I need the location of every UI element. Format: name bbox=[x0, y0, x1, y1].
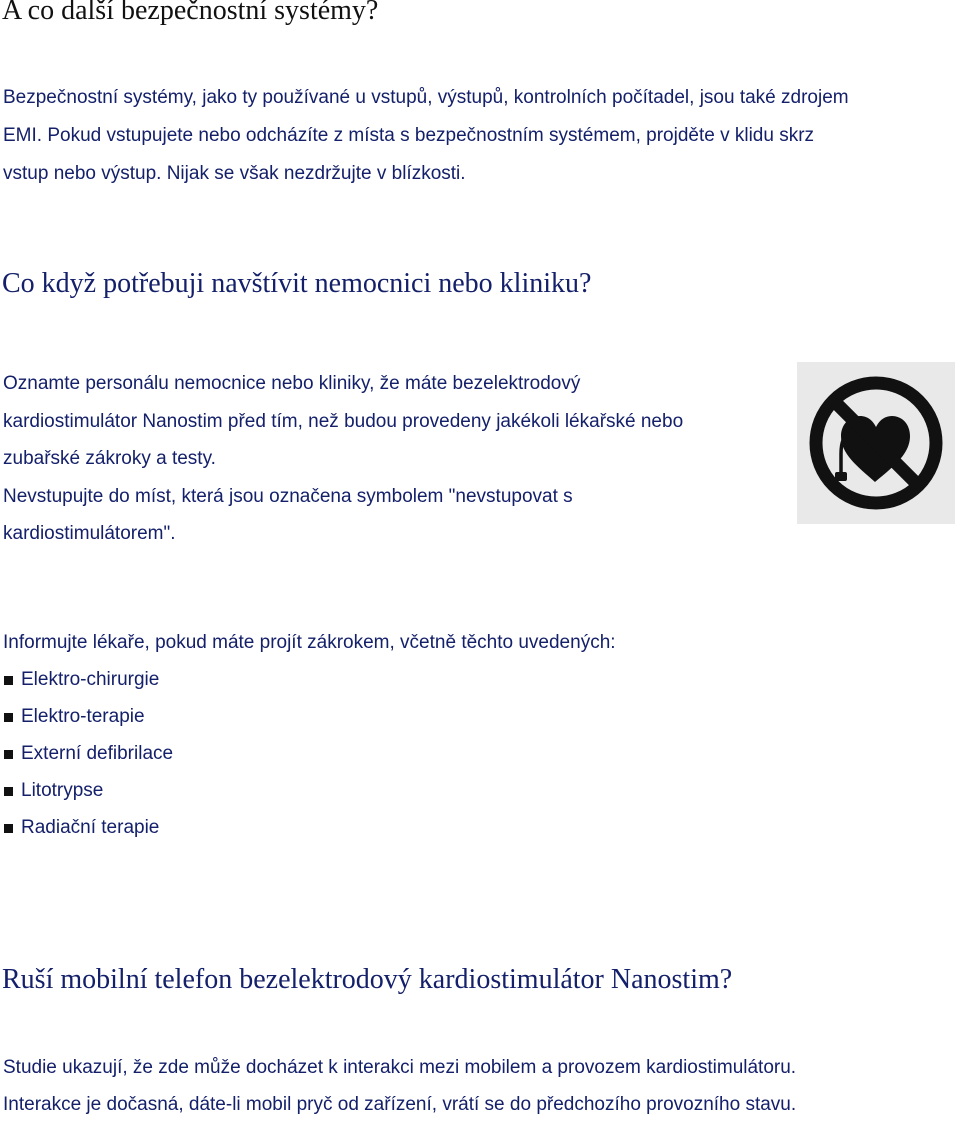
procedure-label: Elektro-chirurgie bbox=[21, 669, 160, 690]
procedure-label: Radiační terapie bbox=[21, 817, 160, 838]
text-line: Bezpečnostní systémy, jako ty používané u vstupů, výstupů, kontrolních počítadel, jsou také zdrojem bbox=[3, 87, 849, 108]
bullet-icon bbox=[4, 787, 13, 796]
text-line: Nevstupujte do míst, která jsou označena symbolem "nevstupovat s bbox=[3, 485, 573, 507]
bullet-icon bbox=[4, 824, 13, 833]
bullet-icon bbox=[4, 713, 13, 722]
list-item bbox=[3, 661, 616, 698]
text-line: vstup nebo výstup. Nijak se však nezdržujte v blízkosti. bbox=[3, 163, 466, 184]
list-item bbox=[3, 809, 616, 846]
bullet-icon bbox=[4, 676, 13, 685]
text-line: kardiostimulátor Nanostim před tím, než budou provedeny jakékoli lékařské nebo bbox=[3, 410, 684, 432]
heading-security-systems: A co další bezpečnostní systémy? bbox=[2, 0, 379, 26]
bullet-icon bbox=[4, 750, 13, 759]
no-pacemaker-sign-icon bbox=[797, 362, 955, 524]
procedures-intro: Informujte lékaře, pokud máte projít zákrokem, včetně těchto uvedených: bbox=[3, 632, 616, 653]
list-item bbox=[3, 772, 616, 809]
list-item bbox=[3, 698, 616, 735]
text-line: kardiostimulátorem". bbox=[3, 523, 176, 544]
procedures-block bbox=[3, 624, 616, 846]
text-line: Interakce je dočasná, dáte-li mobil pryč od zařízení, vrátí se do předchozího provozního stavu. bbox=[3, 1094, 797, 1115]
text-line: Oznamte personálu nemocnice nebo kliniky, že máte bezelektrodový bbox=[3, 373, 581, 394]
paragraph-hospital-notice bbox=[3, 365, 683, 553]
text-line: EMI. Pokud vstupujete nebo odcházíte z místa s bezpečnostním systémem, projděte v klidu skrz bbox=[3, 125, 815, 146]
no-pacemaker-sign bbox=[797, 362, 955, 524]
procedure-label: Externí defibrilace bbox=[21, 743, 174, 764]
paragraph-mobile-phone bbox=[3, 1049, 796, 1123]
paragraph-security-systems bbox=[3, 79, 849, 193]
text-line: zubařské zákroky a testy. bbox=[3, 448, 216, 469]
heading-mobile-phone: Ruší mobilní telefon bezelektrodový kardiostimulátor Nanostim? bbox=[2, 964, 733, 995]
procedure-label: Litotrypse bbox=[21, 780, 104, 801]
heading-hospital-visit: Co když potřebuji navštívit nemocnici nebo kliniku? bbox=[2, 268, 592, 299]
procedure-label: Elektro-terapie bbox=[21, 706, 145, 727]
list-item bbox=[3, 735, 616, 772]
text-line: Studie ukazují, že zde může docházet k interakci mezi mobilem a provozem kardiostimulátoru. bbox=[3, 1057, 797, 1078]
